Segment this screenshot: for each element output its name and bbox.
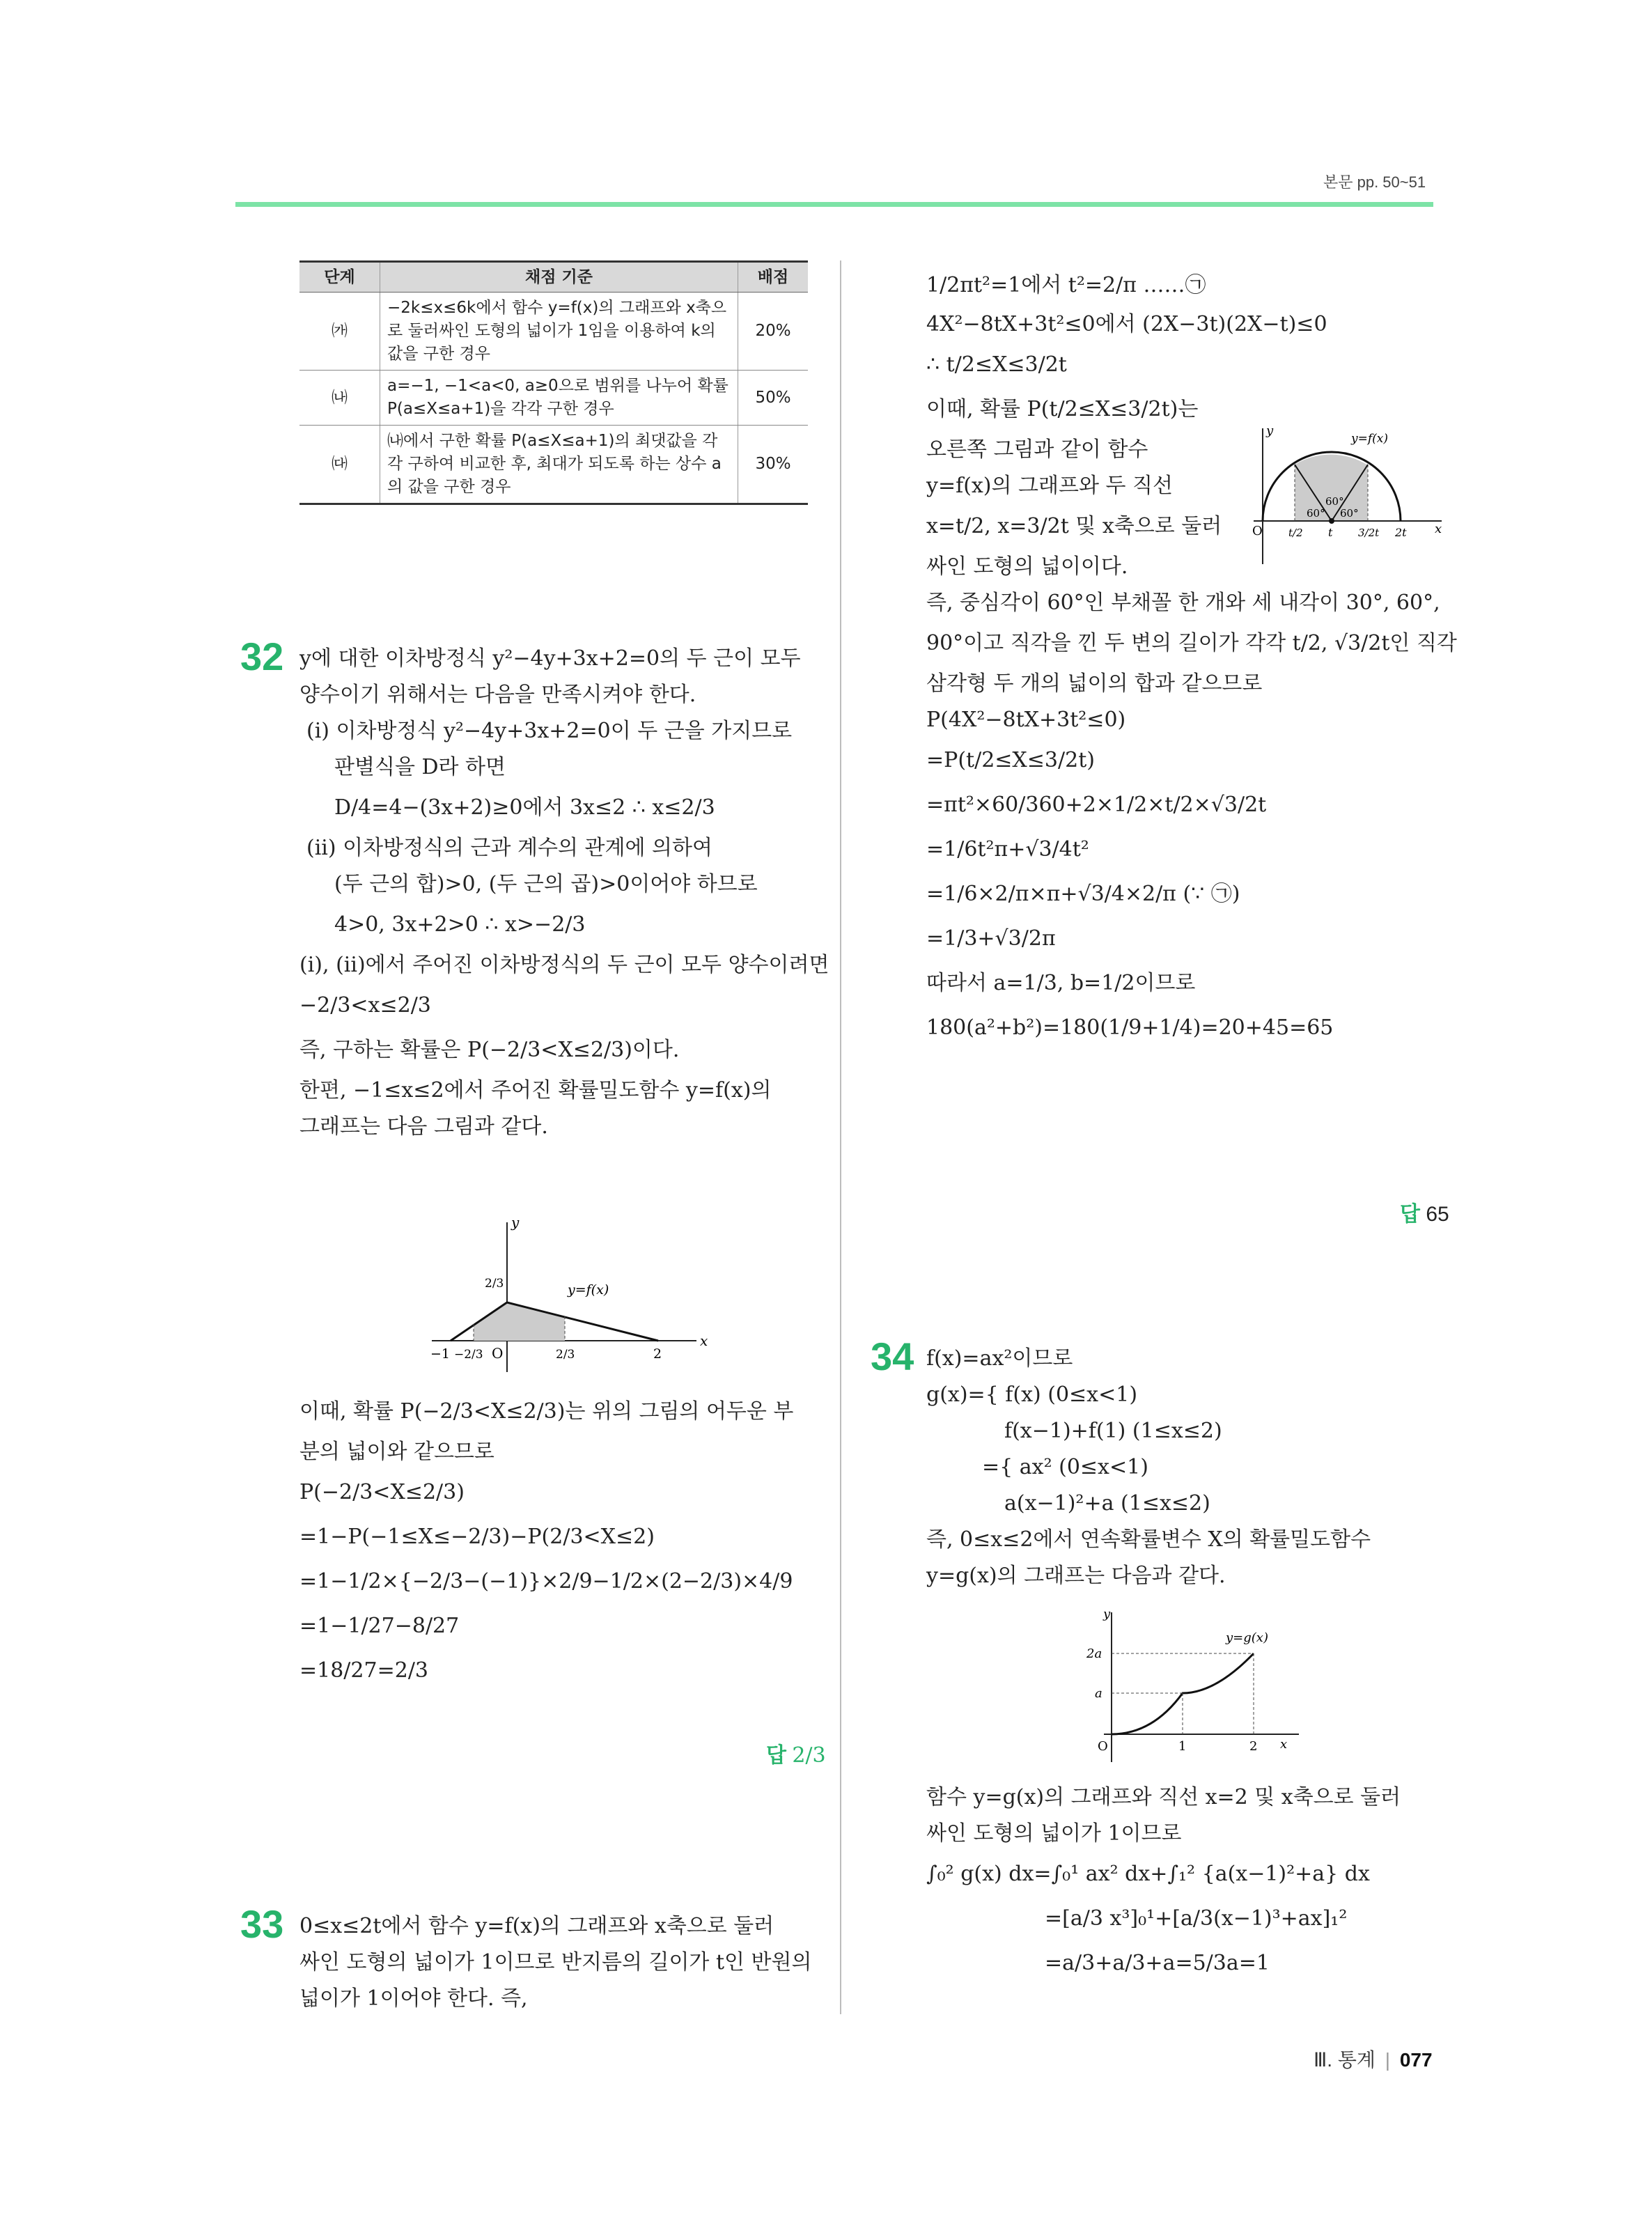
text-line: =[a/3 x³]₀¹+[a/3(x−1)³+ax]₁²: [1045, 1906, 1348, 1931]
text-line: f(x)=ax²이므로: [926, 1346, 1073, 1371]
x-tick-label: 2: [1249, 1739, 1258, 1754]
x-tick-label: 3/2t: [1358, 527, 1380, 539]
text-line: a(x−1)²+a (1≤x≤2): [1004, 1491, 1210, 1516]
text-line: D/4=4−(3x+2)≥0에서 3x≤2 ∴ x≤2/3: [334, 795, 715, 820]
text-line: =P(t/2≤X≤3/2t): [926, 748, 1095, 772]
problem-34-solution: [926, 1780, 1401, 1986]
text-line: =πt²×60/360+2×1/2×t/2×√3/2t: [926, 793, 1267, 817]
text-line: =1/6t²π+√3/4t²: [926, 837, 1089, 862]
x-tick-label: −1: [430, 1346, 451, 1362]
x-tick-label: t/2: [1288, 527, 1303, 539]
text-line: 180(a²+b²)=180(1/9+1/4)=20+45=65: [926, 1015, 1334, 1040]
text-line: 4X²−8tX+3t²≤0에서 (2X−3t)(2X−t)≤0: [926, 312, 1327, 336]
footer-section: Ⅲ. 통계: [1314, 2049, 1376, 2071]
angle-label: 60°: [1307, 507, 1325, 520]
origin-label: O: [1252, 524, 1263, 538]
y-axis-label: y: [511, 1214, 520, 1231]
text-line: (ii) 이차방정식의 근과 계수의 관계에 의하여: [306, 836, 712, 860]
text-line: 분의 넓이와 같으므로: [299, 1440, 494, 1464]
text-line: =18/27=2/3: [299, 1658, 429, 1683]
x-axis-label: x: [700, 1332, 708, 1349]
problem-number-34: 34: [871, 1334, 914, 1378]
text-line: ={ ax² (0≤x<1): [982, 1455, 1148, 1479]
score-table: [299, 260, 808, 505]
origin-label: O: [1098, 1739, 1108, 1754]
footer-separator: |: [1385, 2049, 1391, 2071]
graph-33: [1247, 418, 1449, 571]
text-line: 양수이기 위해서는 다음을 만족시켜야 한다.: [299, 683, 696, 707]
score-table-wrap: [299, 260, 808, 505]
text-line: 한편, −1≤x≤2에서 주어진 확률밀도함수 y=f(x)의: [299, 1078, 772, 1103]
x-tick-label: 1: [1178, 1739, 1187, 1754]
table-row: [299, 293, 808, 371]
problem-33-text: [926, 265, 1457, 1050]
shaded-region: [474, 1302, 565, 1341]
angle-label: 60°: [1340, 507, 1359, 520]
problem-32-text: [299, 641, 829, 1145]
answer-value: 65: [1426, 1203, 1449, 1226]
curve-label: y=g(x): [1226, 1630, 1268, 1645]
problem-34-text: [926, 1341, 1371, 1594]
page-reference: 본문 pp. 50~51: [1323, 173, 1426, 191]
score-points: 20%: [738, 293, 809, 371]
problem-32-solution: [299, 1389, 793, 1693]
score-stage: ㈐: [299, 426, 380, 504]
curve-label: y=f(x): [568, 1282, 609, 1298]
text-line: 함수 y=g(x)의 그래프와 직선 x=2 및 x축으로 둘러: [926, 1785, 1401, 1809]
text-line: 4>0, 3x+2>0 ∴ x>−2/3: [334, 912, 586, 937]
text-line: 싸인 도형의 넓이가 1이므로 반지름의 길이가 t인 반원의: [299, 1950, 812, 1975]
text-line: y에 대한 이차방정식 y²−4y+3x+2=0의 두 근이 모두: [299, 646, 801, 671]
score-criteria: a=−1, −1<a<0, a≥0으로 범위를 나누어 확률 P(a≤X≤a+1)을 각각 구한 경우: [380, 371, 738, 426]
text-line: 그래프는 다음 그림과 같다.: [299, 1114, 548, 1139]
page-number: 077: [1399, 2049, 1433, 2071]
graph-32: [418, 1212, 710, 1379]
text-line: 이때, 확률 P(−2/3<X≤2/3)는 위의 그림의 어두운 부: [299, 1399, 794, 1424]
text-line: =1/6×2/π×π+√3/4×2/π (∵ ㉠): [926, 882, 1240, 906]
score-header-stage: 단계: [299, 262, 380, 293]
text-line: 즉, 중심각이 60°인 부채꼴 한 개와 세 내각이 30°, 60°,: [926, 591, 1440, 615]
page-footer: [1314, 2045, 1433, 2073]
y-tick-label: 2/3: [485, 1277, 504, 1291]
text-line: 삼각형 두 개의 넓이의 합과 같으므로: [926, 671, 1263, 696]
score-criteria: −2k≤x≤6k에서 함수 y=f(x)의 그래프와 x축으로 둘러싸인 도형의 넓이가 1임을 이용하여 k의 값을 구한 경우: [380, 293, 738, 371]
score-criteria: ㈏에서 구한 확률 P(a≤X≤a+1)의 최댓값을 각각 구하여 비교한 후, 최대가 되도록 하는 상수 a의 값을 구한 경우: [380, 426, 738, 504]
text-line: ∫₀² g(x) dx=∫₀¹ ax² dx+∫₁² {a(x−1)²+a} dx: [926, 1862, 1370, 1886]
text-line: 0≤x≤2t에서 함수 y=f(x)의 그래프와 x축으로 둘러: [299, 1914, 774, 1938]
text-line: ∴ t/2≤X≤3/2t: [926, 352, 1067, 377]
text-line: P(−2/3<X≤2/3): [299, 1480, 465, 1504]
text-line: y=g(x)의 그래프는 다음과 같다.: [926, 1564, 1226, 1588]
score-stage: ㈎: [299, 293, 380, 371]
text-line: 오른쪽 그림과 같이 함수: [926, 437, 1148, 462]
text-line: =1−1/27−8/27: [299, 1614, 460, 1638]
text-line: 따라서 a=1/3, b=1/2이므로: [926, 971, 1196, 995]
text-line: 싸인 도형의 넓이이다.: [926, 554, 1128, 579]
text-line: P(4X²−8tX+3t²≤0): [926, 708, 1126, 732]
text-line: 90°이고 직각을 낀 두 변의 길이가 각각 t/2, √3/2t인 직각: [926, 631, 1457, 655]
text-line: (i) 이차방정식 y²−4y+3x+2=0이 두 근을 가지므로: [306, 719, 793, 743]
score-points: 30%: [738, 426, 809, 504]
y-axis-label: y: [1103, 1607, 1111, 1621]
answer-label: 답: [766, 1744, 786, 1767]
text-line: 1/2πt²=1에서 t²=2/π ……㉠: [926, 273, 1206, 297]
x-tick-label: 2/3: [556, 1348, 575, 1362]
origin-label: O: [492, 1345, 504, 1362]
text-line: 즉, 0≤x≤2에서 연속확률변수 X의 확률밀도함수: [926, 1527, 1371, 1552]
text-line: (i), (ii)에서 주어진 이차방정식의 두 근이 모두 양수이려면: [299, 953, 829, 977]
answer-label: 답: [1400, 1203, 1420, 1226]
x-tick-label: t: [1328, 526, 1333, 539]
answer-value: 2/3: [792, 1743, 826, 1768]
score-points: 50%: [738, 371, 809, 426]
x-tick-label: −2/3: [454, 1348, 483, 1362]
problem-number-33: 33: [240, 1902, 284, 1946]
table-row: [299, 426, 808, 504]
text-line: 싸인 도형의 넓이가 1이므로: [926, 1821, 1182, 1846]
y-axis-label: y: [1266, 423, 1274, 438]
text-line: 넓이가 1이어야 한다. 즉,: [299, 1986, 528, 2011]
table-row: [299, 371, 808, 426]
header-rule: [235, 202, 1433, 207]
angle-label: 60°: [1325, 495, 1344, 508]
score-header-criteria: 채점 기준: [380, 262, 738, 293]
answer-33: [1400, 1197, 1449, 1227]
text-line: (두 근의 합)>0, (두 근의 곱)>0이어야 하므로: [334, 872, 758, 896]
text-line: 즉, 구하는 확률은 P(−2/3<X≤2/3)이다.: [299, 1038, 680, 1062]
problem-number-32: 32: [240, 634, 284, 678]
text-line: −2/3<x≤2/3: [299, 993, 431, 1018]
text-line: 판별식을 D라 하면: [334, 755, 506, 779]
text-line: 이때, 확률 P(t/2≤X≤3/2t)는: [926, 397, 1199, 421]
score-header-points: 배점: [738, 262, 809, 293]
text-line: f(x−1)+f(1) (1≤x≤2): [1004, 1419, 1222, 1443]
text-line: =1/3+√3/2π: [926, 926, 1056, 951]
y-tick-label: 2a: [1086, 1646, 1102, 1661]
text-line: y=f(x)의 그래프와 두 직선: [926, 474, 1173, 498]
text-line: =1−P(−1≤X≤−2/3)−P(2/3<X≤2): [299, 1525, 655, 1549]
score-stage: ㈏: [299, 371, 380, 426]
x-axis-label: x: [1435, 522, 1442, 536]
text-line: x=t/2, x=3/2t 및 x축으로 둘러: [926, 514, 1222, 538]
answer-32: [766, 1738, 826, 1768]
x-tick-label: 2t: [1395, 526, 1407, 539]
y-tick-label: a: [1095, 1686, 1102, 1701]
text-line: g(x)={ f(x) (0≤x<1): [926, 1383, 1138, 1407]
x-tick-label: 2: [653, 1346, 662, 1362]
center-point: [1329, 518, 1334, 524]
curve-label: y=f(x): [1351, 432, 1388, 446]
column-divider: [840, 260, 841, 2014]
problem-33-intro: [299, 1908, 811, 2017]
x-axis-label: x: [1280, 1737, 1288, 1752]
text-line: =1−1/2×{−2/3−(−1)}×2/9−1/2×(2−2/3)×4/9: [299, 1569, 793, 1594]
graph-34: [1073, 1598, 1309, 1773]
text-line: =a/3+a/3+a=5/3a=1: [1045, 1951, 1270, 1975]
